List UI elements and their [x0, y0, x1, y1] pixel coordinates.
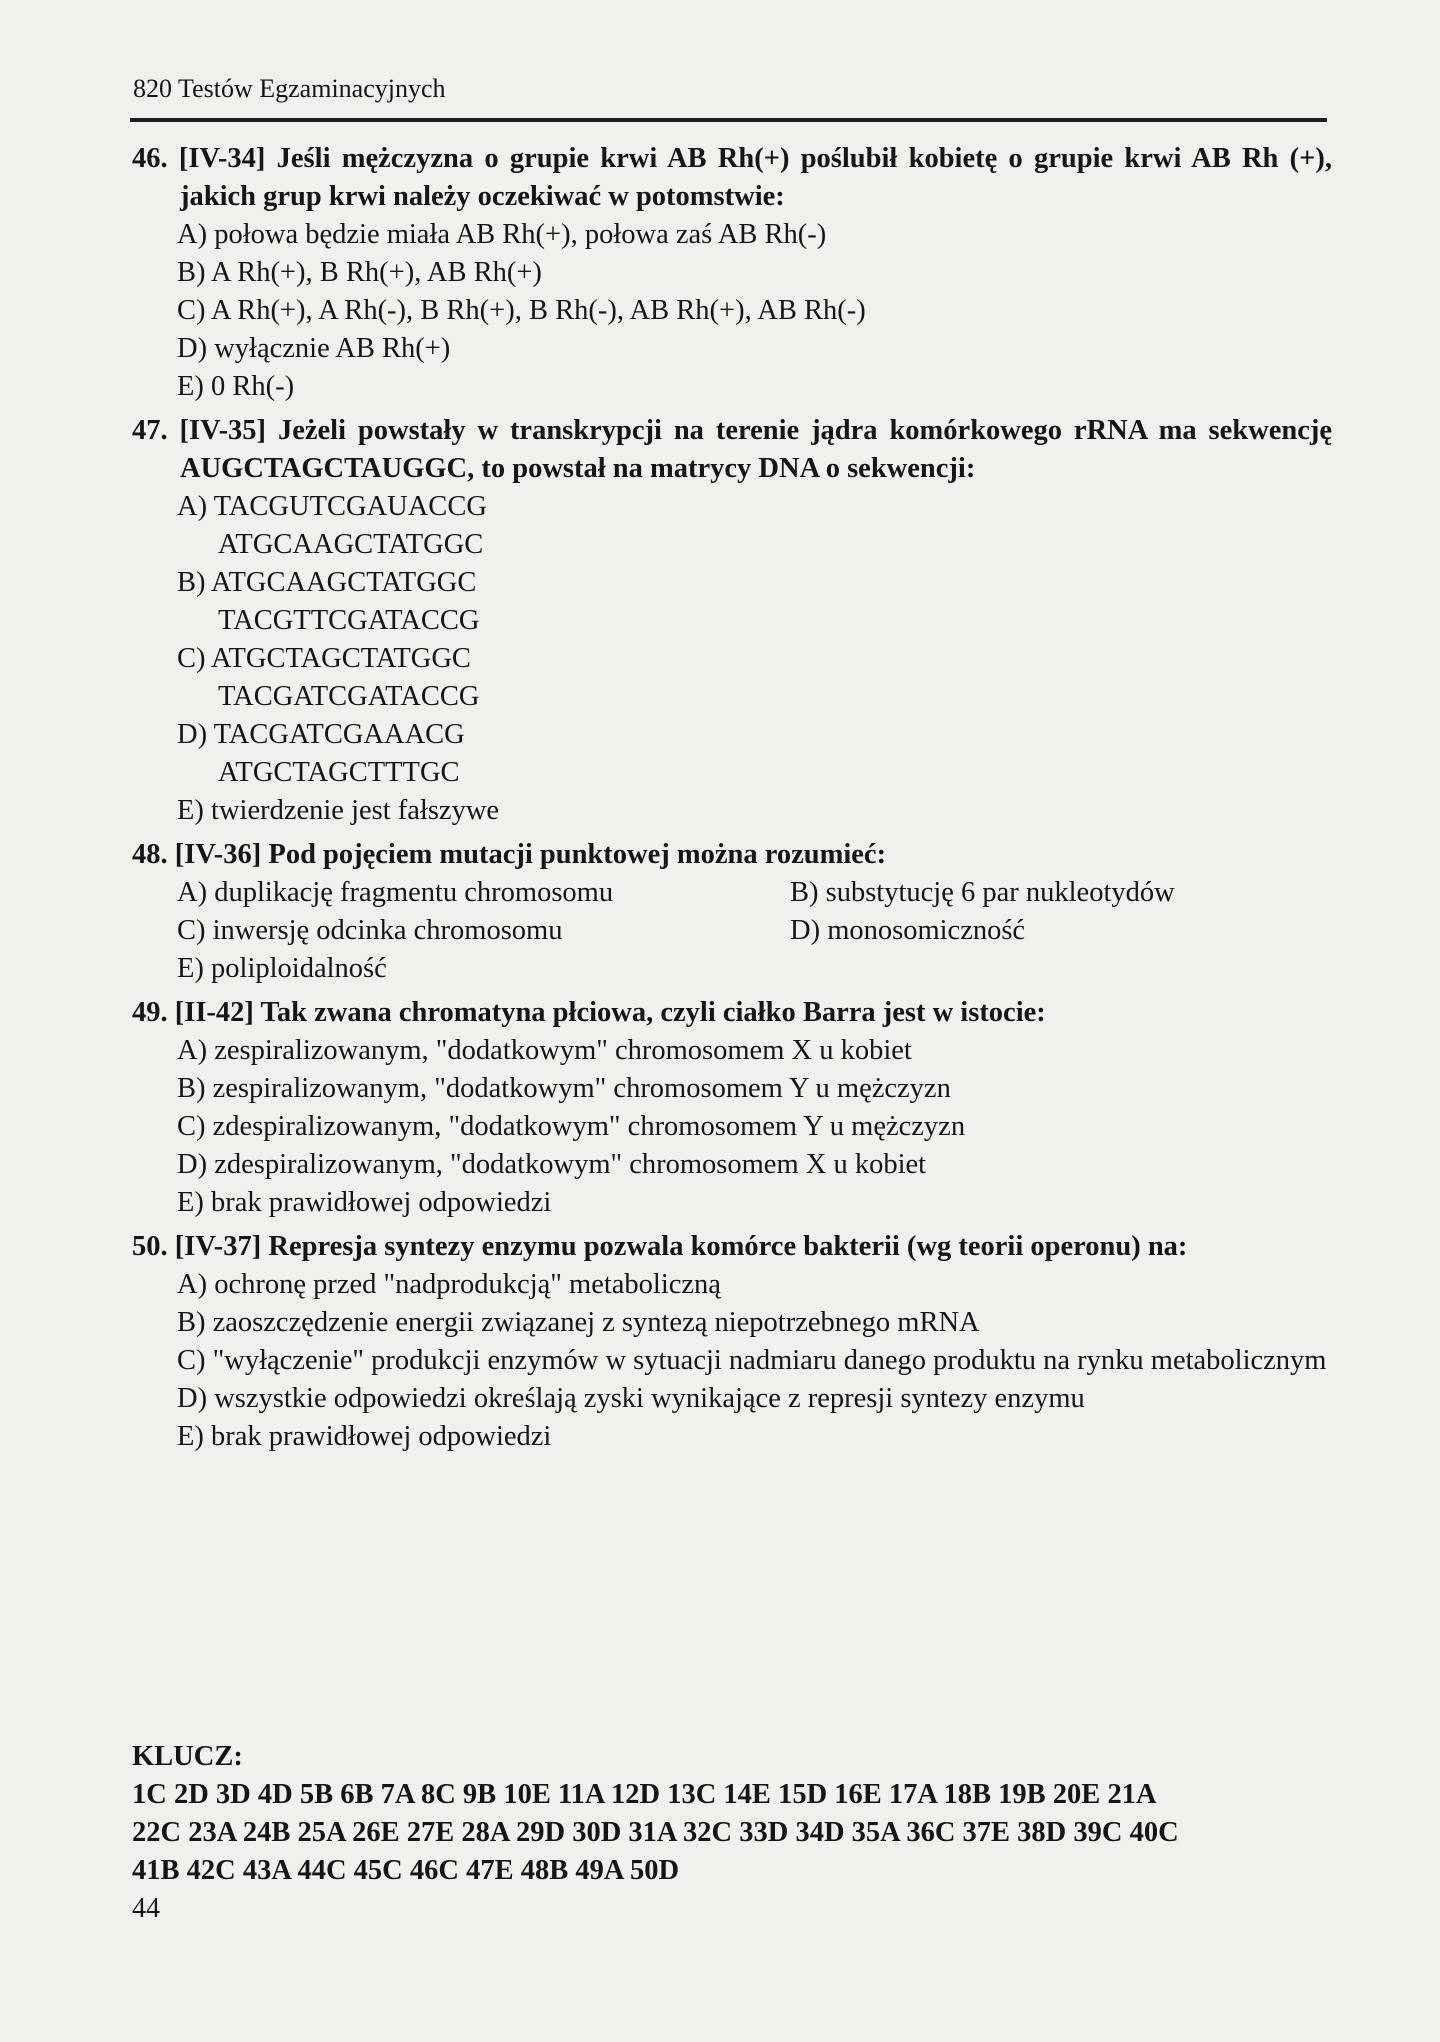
answer-row: [132, 912, 1332, 950]
question-48: [132, 836, 1332, 988]
answer-option-second-strand: ATGCAAGCTATGGC: [218, 529, 484, 560]
answer-option: E) twierdzenie jest fałszywe: [177, 795, 500, 826]
answer-option: B) zespiralizowanym, "dodatkowym" chromosomem Y u mężczyzn: [177, 1073, 951, 1104]
answer-option: C) "wyłączenie" produkcji enzymów w sytuacji nadmiaru danego produktu na rynku metabolicznym: [177, 1345, 1327, 1376]
answer-option: C) ATGCTAGCTATGGC: [177, 643, 471, 674]
answer-option: B) zaoszczędzenie energii związanej z syntezą niepotrzebnego mRNA: [177, 1307, 980, 1338]
answer-option: A) TACGUTCGAUACCG: [177, 491, 487, 522]
answer-option: D) TACGATCGAAACG: [177, 719, 465, 750]
answer-key-line: 22C 23A 24B 25A 26E 27E 28A 29D 30D 31A 32C 33D 34D 35A 36C 37E 38D 39C 40C: [132, 1817, 1179, 1848]
answer-option: E) poliploidalność: [177, 953, 387, 984]
answer-option: E) brak prawidłowej odpowiedzi: [177, 1421, 552, 1452]
answer-option: E) brak prawidłowej odpowiedzi: [177, 1187, 552, 1218]
question-50: [132, 1228, 1332, 1456]
question-title: 49. [II-42] Tak zwana chromatyna płciowa, czyli ciałko Barra jest w istocie:: [132, 997, 1046, 1028]
answer-option-second-strand: TACGTTCGATACCG: [218, 605, 480, 636]
answer-option: D) monosomiczność: [790, 915, 1026, 946]
answer-option: A) duplikację fragmentu chromosomu: [177, 877, 614, 908]
page-number: 44: [132, 1893, 160, 1924]
question-46: [132, 140, 1332, 406]
header-rule: [130, 118, 1327, 122]
answer-option: A) połowa będzie miała AB Rh(+), połowa zaś AB Rh(-): [177, 219, 827, 250]
question-title: 48. [IV-36] Pod pojęciem mutacji punktowej można rozumieć:: [132, 839, 887, 870]
question-title: 47. [IV-35] Jeżeli powstały w transkrypcji na terenie jądra komórkowego rRNA ma sekwencję AUGCTAGCTAUGGC, to powstał na matrycy DNA o sekwencji:: [132, 415, 1332, 484]
answer-option: D) wyłącznie AB Rh(+): [177, 333, 451, 364]
questions-section: [132, 140, 1332, 1456]
answer-option: B) A Rh(+), B Rh(+), AB Rh(+): [177, 257, 542, 288]
answer-option: B) ATGCAAGCTATGGC: [177, 567, 477, 598]
running-header: 820 Testów Egzaminacyjnych: [133, 74, 446, 103]
answer-option: A) zespiralizowanym, "dodatkowym" chromosomem X u kobiet: [177, 1035, 912, 1066]
answer-option: B) substytucję 6 par nukleotydów: [790, 877, 1175, 908]
answer-option-second-strand: ATGCTAGCTTTGC: [218, 757, 460, 788]
question-title: 50. [IV-37] Represja syntezy enzymu pozwala komórce bakterii (wg teorii operonu) na:: [132, 1231, 1188, 1262]
answer-option: A) ochronę przed "nadprodukcją" metaboliczną: [177, 1269, 721, 1300]
answer-option: C) zdespiralizowanym, "dodatkowym" chromosomem Y u mężczyzn: [177, 1111, 966, 1142]
answer-key: [132, 1738, 1332, 1890]
answer-option: E) 0 Rh(-): [177, 371, 295, 402]
answer-key-label: KLUCZ:: [132, 1741, 243, 1772]
answer-option: C) A Rh(+), A Rh(-), B Rh(+), B Rh(-), AB Rh(+), AB Rh(-): [177, 295, 866, 326]
answer-option: D) wszystkie odpowiedzi określają zyski wynikające z represji syntezy enzymu: [177, 1383, 1085, 1414]
answer-key-line: 1C 2D 3D 4D 5B 6B 7A 8C 9B 10E 11A 12D 13C 14E 15D 16E 17A 18B 19B 20E 21A: [132, 1779, 1157, 1810]
question-title: 46. [IV-34] Jeśli mężczyzna o grupie krwi AB Rh(+) poślubił kobietę o grupie krwi AB Rh (+), jakich grup krwi należy oczekiwać w potomstwie:: [132, 143, 1332, 212]
answer-option: C) inwersję odcinka chromosomu: [177, 915, 563, 946]
question-49: [132, 994, 1332, 1222]
answer-key-line: 41B 42C 43A 44C 45C 46C 47E 48B 49A 50D: [132, 1855, 680, 1886]
answer-option: D) zdespiralizowanym, "dodatkowym" chromosomem X u kobiet: [177, 1149, 927, 1180]
answer-row: [132, 874, 1332, 912]
answer-option-second-strand: TACGATCGATACCG: [218, 681, 480, 712]
question-47: [132, 412, 1332, 830]
